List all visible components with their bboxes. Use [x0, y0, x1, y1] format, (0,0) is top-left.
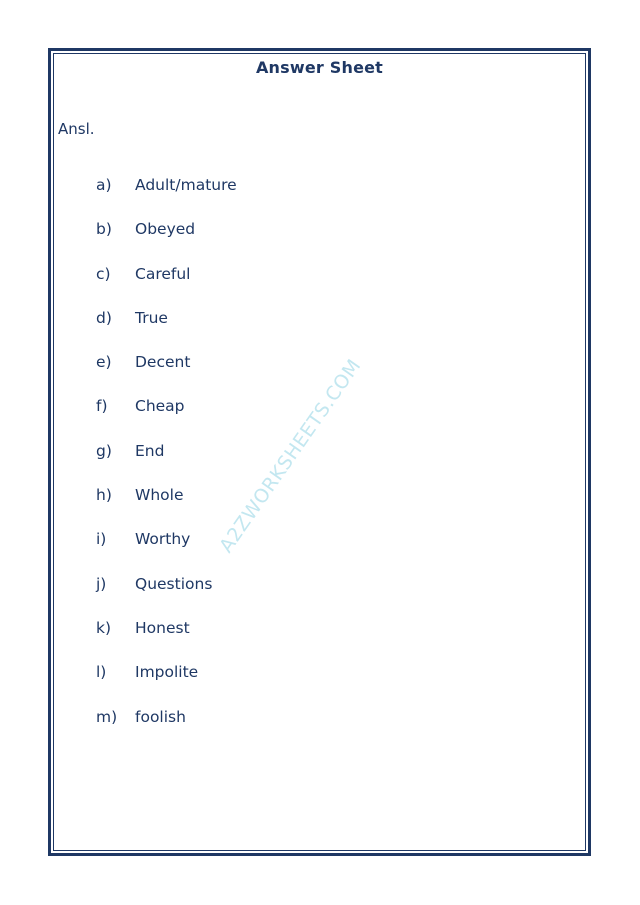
answer-letter: b): [96, 220, 112, 239]
list-item: [96, 530, 237, 574]
answer-letter: g): [96, 441, 112, 460]
answer-letter: a): [96, 176, 112, 194]
answer-letter: j): [96, 574, 107, 593]
question-label: Ansl.: [58, 120, 95, 138]
list-item: [96, 265, 237, 309]
list-item: [96, 309, 237, 353]
page-title: Answer Sheet: [255, 58, 384, 77]
answer-letter: h): [96, 486, 112, 505]
answer-list: [96, 176, 237, 752]
list-item: [96, 575, 237, 619]
answer-letter: d): [96, 308, 112, 327]
answer-text: Cheap: [135, 397, 185, 416]
list-item: [96, 353, 237, 397]
list-item: [96, 619, 237, 663]
answer-text: Decent: [135, 353, 191, 372]
answer-letter: l): [96, 663, 107, 682]
answer-letter: m): [96, 707, 118, 726]
list-item: [96, 663, 237, 707]
answer-text: Careful: [135, 264, 191, 283]
answer-text: Questions: [135, 574, 213, 593]
answer-text: Whole: [135, 486, 184, 505]
answer-text: End: [135, 441, 165, 460]
list-item: [96, 176, 237, 220]
list-item: [96, 220, 237, 264]
answer-text: Impolite: [135, 663, 199, 682]
answer-letter: c): [96, 264, 111, 283]
answer-letter: f): [96, 397, 108, 416]
list-item: [96, 442, 237, 486]
list-item: [96, 708, 237, 752]
answer-letter: i): [96, 530, 107, 549]
answer-letter: e): [96, 353, 112, 372]
answer-text: Honest: [135, 618, 190, 637]
answer-text: Adult/mature: [135, 176, 237, 194]
answer-text: True: [135, 308, 168, 327]
answer-text: foolish: [135, 707, 186, 726]
list-item: [96, 486, 237, 530]
watermark: A2ZWORKSHEETS.COM: [215, 355, 366, 557]
list-item: [96, 397, 237, 441]
answer-letter: k): [96, 618, 112, 637]
answer-text: Obeyed: [135, 220, 196, 239]
answer-text: Worthy: [135, 530, 191, 549]
